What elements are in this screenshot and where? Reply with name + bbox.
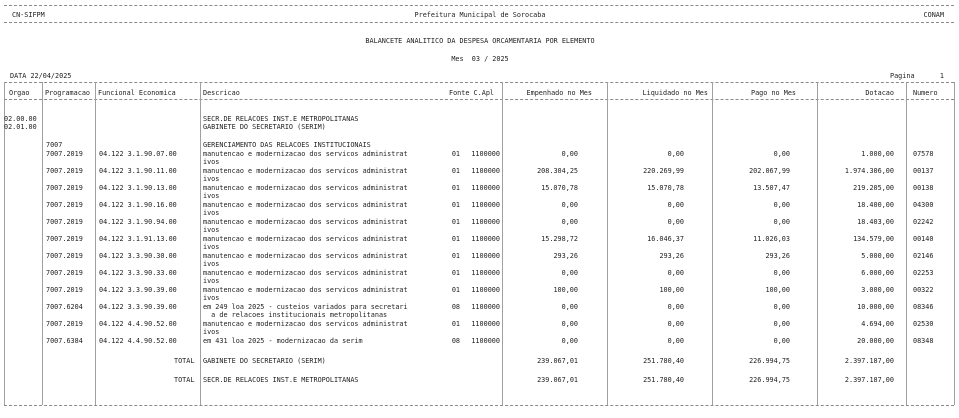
total-dotacao: 2.397.187,00 xyxy=(844,357,894,365)
row-aplicacao: 1100000 xyxy=(471,320,500,328)
col-fonte: Fonte C.Apl xyxy=(448,89,494,97)
row-empenhado: 0,00 xyxy=(561,218,578,226)
row-aplicacao: 1100000 xyxy=(471,150,500,158)
total-liquidado: 251.780,40 xyxy=(643,357,684,365)
row-descricao-cont: ivos xyxy=(203,260,220,268)
row-programacao: 7007.2019 xyxy=(46,286,83,294)
row-fonte: 01 xyxy=(451,286,460,294)
row-dotacao: 1.000,00 xyxy=(861,150,894,158)
row-empenhado: 0,00 xyxy=(561,320,578,328)
row-descricao: manutencao e modernizacao dos servicos administrat xyxy=(203,269,408,277)
row-pago: 0,00 xyxy=(773,337,790,345)
unit-orgao: 02.01.00 xyxy=(4,123,37,131)
organization-name: Prefeitura Municipal de Sorocaba xyxy=(414,11,546,19)
row-descricao-cont: a de relacoes institucionais metropolitanas xyxy=(203,311,388,319)
row-dotacao: 18.400,00 xyxy=(857,201,894,209)
row-fonte: 01 xyxy=(451,252,460,260)
report-date: DATA 22/04/2025 xyxy=(10,72,72,80)
row-liquidado: 220.269,99 xyxy=(643,167,684,175)
total-empenhado: 239.067,01 xyxy=(537,357,578,365)
total-pago: 226.994,75 xyxy=(749,357,790,365)
row-numero: 08348 xyxy=(913,337,934,345)
row-pago: 293,26 xyxy=(765,252,790,260)
header-separator xyxy=(4,22,954,23)
column-divider xyxy=(712,82,713,405)
columns-top-line xyxy=(4,82,954,83)
row-liquidado: 0,00 xyxy=(667,337,684,345)
row-pago: 0,00 xyxy=(773,320,790,328)
row-fonte: 01 xyxy=(451,320,460,328)
col-descricao: Descricao xyxy=(203,89,240,97)
row-fonte: 01 xyxy=(451,201,460,209)
row-programacao: 7007.2019 xyxy=(46,167,83,175)
top-border xyxy=(4,5,954,6)
col-funcional: Funcional Economica xyxy=(98,89,176,97)
row-liquidado: 16.046,37 xyxy=(647,235,684,243)
column-divider xyxy=(200,82,201,405)
total-label: TOTAL xyxy=(174,357,195,365)
row-aplicacao: 1100000 xyxy=(471,252,500,260)
row-liquidado: 0,00 xyxy=(667,320,684,328)
unit-descricao: GABINETE DO SECRETARIO (SERIM) xyxy=(203,123,326,131)
row-funcional: 04.122 3.3.90.39.00 xyxy=(99,303,177,311)
column-divider xyxy=(502,82,503,405)
bottom-border xyxy=(4,405,954,406)
row-aplicacao: 1100000 xyxy=(471,303,500,311)
row-empenhado: 0,00 xyxy=(561,269,578,277)
row-numero: 08346 xyxy=(913,303,934,311)
row-numero: 04300 xyxy=(913,201,934,209)
row-funcional: 04.122 4.4.90.52.00 xyxy=(99,320,177,328)
row-dotacao: 134.579,00 xyxy=(853,235,894,243)
row-descricao: manutencao e modernizacao dos servicos administrat xyxy=(203,184,408,192)
total-dotacao: 2.397.187,00 xyxy=(844,376,894,384)
row-pago: 202.067,99 xyxy=(749,167,790,175)
row-dotacao: 219.205,00 xyxy=(853,184,894,192)
row-descricao-cont: ivos xyxy=(203,277,220,285)
row-pago: 0,00 xyxy=(773,150,790,158)
row-aplicacao: 1100000 xyxy=(471,269,500,277)
row-descricao: em 249 loa 2025 - custeios variados para secretari xyxy=(203,303,408,311)
col-dotacao: Dotacao xyxy=(865,89,894,97)
total-label: TOTAL xyxy=(174,376,195,384)
row-descricao: manutencao e modernizacao dos servicos administrat xyxy=(203,320,408,328)
row-descricao: manutencao e modernizacao dos servicos administrat xyxy=(203,286,408,294)
row-funcional: 04.122 3.1.90.94.00 xyxy=(99,218,177,226)
unit-descricao: SECR.DE RELACOES INST.E METROPOLITANAS xyxy=(203,115,359,123)
row-programacao: 7007.2019 xyxy=(46,218,83,226)
row-programacao: 7007.2019 xyxy=(46,150,83,158)
row-liquidado: 15.070,78 xyxy=(647,184,684,192)
row-descricao-cont: ivos xyxy=(203,158,220,166)
row-descricao-cont: ivos xyxy=(203,328,220,336)
row-pago: 0,00 xyxy=(773,303,790,311)
row-liquidado: 0,00 xyxy=(667,201,684,209)
row-programacao: 7007.2019 xyxy=(46,320,83,328)
total-liquidado: 251.780,40 xyxy=(643,376,684,384)
row-programacao: 7007.2019 xyxy=(46,235,83,243)
row-numero: 02146 xyxy=(913,252,934,260)
row-dotacao: 1.974.306,00 xyxy=(844,167,894,175)
total-descricao: GABINETE DO SECRETARIO (SERIM) xyxy=(203,357,326,365)
row-pago: 0,00 xyxy=(773,201,790,209)
row-programacao: 7007.2019 xyxy=(46,184,83,192)
row-descricao: manutencao e modernizacao dos servicos administrat xyxy=(203,201,408,209)
row-descricao-cont: ivos xyxy=(203,175,220,183)
row-descricao-cont: ivos xyxy=(203,192,220,200)
row-descricao: manutencao e modernizacao dos servicos administrat xyxy=(203,218,408,226)
column-divider xyxy=(954,82,955,405)
row-descricao: manutencao e modernizacao dos servicos administrat xyxy=(203,252,408,260)
row-numero: 02530 xyxy=(913,320,934,328)
column-divider xyxy=(906,82,907,405)
row-fonte: 01 xyxy=(451,184,460,192)
row-liquidado: 0,00 xyxy=(667,150,684,158)
row-fonte: 01 xyxy=(451,218,460,226)
row-programacao: 7007.6384 xyxy=(46,337,83,345)
col-numero: Numero xyxy=(913,89,938,97)
row-descricao-cont: ivos xyxy=(203,294,220,302)
row-dotacao: 4.694,00 xyxy=(861,320,894,328)
row-funcional: 04.122 3.1.90.11.00 xyxy=(99,167,177,175)
row-empenhado: 100,00 xyxy=(553,286,578,294)
row-funcional: 04.122 3.3.90.30.00 xyxy=(99,252,177,260)
program-descricao: GERENCIAMENTO DAS RELACOES INSTITUCIONAIS xyxy=(203,141,371,149)
program-code: 7007 xyxy=(46,141,63,149)
row-descricao: manutencao e modernizacao dos servicos administrat xyxy=(203,150,408,158)
col-programacao: Programacao xyxy=(45,89,91,97)
row-funcional: 04.122 3.1.90.16.00 xyxy=(99,201,177,209)
row-empenhado: 208.304,25 xyxy=(537,167,578,175)
row-dotacao: 6.000,00 xyxy=(861,269,894,277)
row-numero: 00137 xyxy=(913,167,934,175)
row-aplicacao: 1100000 xyxy=(471,201,500,209)
row-numero: 02242 xyxy=(913,218,934,226)
page-number: 1 xyxy=(939,72,944,80)
row-pago: 11.026,03 xyxy=(753,235,790,243)
total-pago: 226.994,75 xyxy=(749,376,790,384)
column-divider xyxy=(42,82,43,405)
row-programacao: 7007.2019 xyxy=(46,252,83,260)
row-descricao-cont: ivos xyxy=(203,209,220,217)
report-period: Mes 03 / 2025 xyxy=(451,55,509,63)
row-descricao: manutencao e modernizacao dos servicos administrat xyxy=(203,167,408,175)
col-orgao: Orgao xyxy=(9,89,30,97)
row-empenhado: 293,26 xyxy=(553,252,578,260)
total-empenhado: 239.067,01 xyxy=(537,376,578,384)
unit-orgao: 02.00.00 xyxy=(4,115,37,123)
row-aplicacao: 1100000 xyxy=(471,218,500,226)
row-fonte: 08 xyxy=(451,337,460,345)
row-programacao: 7007.2019 xyxy=(46,201,83,209)
row-empenhado: 15.070,78 xyxy=(541,184,578,192)
col-empenhado: Empenhado no Mes xyxy=(526,89,592,97)
row-descricao-cont: ivos xyxy=(203,243,220,251)
row-numero: 00140 xyxy=(913,235,934,243)
row-aplicacao: 1100000 xyxy=(471,286,500,294)
row-dotacao: 10.000,00 xyxy=(857,303,894,311)
row-liquidado: 0,00 xyxy=(667,269,684,277)
row-liquidado: 0,00 xyxy=(667,218,684,226)
row-aplicacao: 1100000 xyxy=(471,184,500,192)
system-code: CN-SIFPM xyxy=(12,11,45,19)
col-pago: Pago no Mes xyxy=(750,89,796,97)
column-divider xyxy=(95,82,96,405)
row-fonte: 01 xyxy=(451,269,460,277)
row-numero: 02253 xyxy=(913,269,934,277)
row-programacao: 7007.2019 xyxy=(46,269,83,277)
row-pago: 13.507,47 xyxy=(753,184,790,192)
row-aplicacao: 1100000 xyxy=(471,337,500,345)
col-liquidado: Liquidado no Mes xyxy=(642,89,708,97)
columns-bottom-line xyxy=(4,99,954,100)
row-fonte: 01 xyxy=(451,235,460,243)
row-dotacao: 20.000,00 xyxy=(857,337,894,345)
vendor-name: CONAM xyxy=(923,11,944,19)
row-descricao-cont: ivos xyxy=(203,226,220,234)
column-divider xyxy=(607,82,608,405)
row-empenhado: 0,00 xyxy=(561,337,578,345)
row-dotacao: 3.000,00 xyxy=(861,286,894,294)
row-descricao: em 431 loa 2025 - modernizacao da serim xyxy=(203,337,363,345)
row-pago: 100,00 xyxy=(765,286,790,294)
row-numero: 07578 xyxy=(913,150,934,158)
page-label: Pagina xyxy=(890,72,915,80)
row-empenhado: 0,00 xyxy=(561,201,578,209)
row-fonte: 01 xyxy=(451,150,460,158)
row-programacao: 7007.6204 xyxy=(46,303,83,311)
row-empenhado: 0,00 xyxy=(561,150,578,158)
row-aplicacao: 1100000 xyxy=(471,235,500,243)
row-pago: 0,00 xyxy=(773,269,790,277)
row-funcional: 04.122 3.3.90.33.00 xyxy=(99,269,177,277)
row-liquidado: 0,00 xyxy=(667,303,684,311)
row-pago: 0,00 xyxy=(773,218,790,226)
row-dotacao: 18.403,00 xyxy=(857,218,894,226)
row-funcional: 04.122 3.1.91.13.00 xyxy=(99,235,177,243)
row-numero: 00322 xyxy=(913,286,934,294)
row-aplicacao: 1100000 xyxy=(471,167,500,175)
row-funcional: 04.122 3.3.90.39.00 xyxy=(99,286,177,294)
row-descricao: manutencao e modernizacao dos servicos administrat xyxy=(203,235,408,243)
row-empenhado: 0,00 xyxy=(561,303,578,311)
row-funcional: 04.122 3.1.90.07.00 xyxy=(99,150,177,158)
row-dotacao: 5.000,00 xyxy=(861,252,894,260)
row-liquidado: 293,26 xyxy=(659,252,684,260)
row-liquidado: 100,00 xyxy=(659,286,684,294)
row-empenhado: 15.298,72 xyxy=(541,235,578,243)
row-numero: 00138 xyxy=(913,184,934,192)
row-fonte: 01 xyxy=(451,167,460,175)
row-funcional: 04.122 4.4.90.52.00 xyxy=(99,337,177,345)
total-descricao: SECR.DE RELACOES INST.E METROPOLITANAS xyxy=(203,376,359,384)
row-funcional: 04.122 3.1.90.13.00 xyxy=(99,184,177,192)
row-fonte: 08 xyxy=(451,303,460,311)
report-title: BALANCETE ANALITICO DA DESPESA ORCAMENTARIA POR ELEMENTO xyxy=(365,37,595,45)
